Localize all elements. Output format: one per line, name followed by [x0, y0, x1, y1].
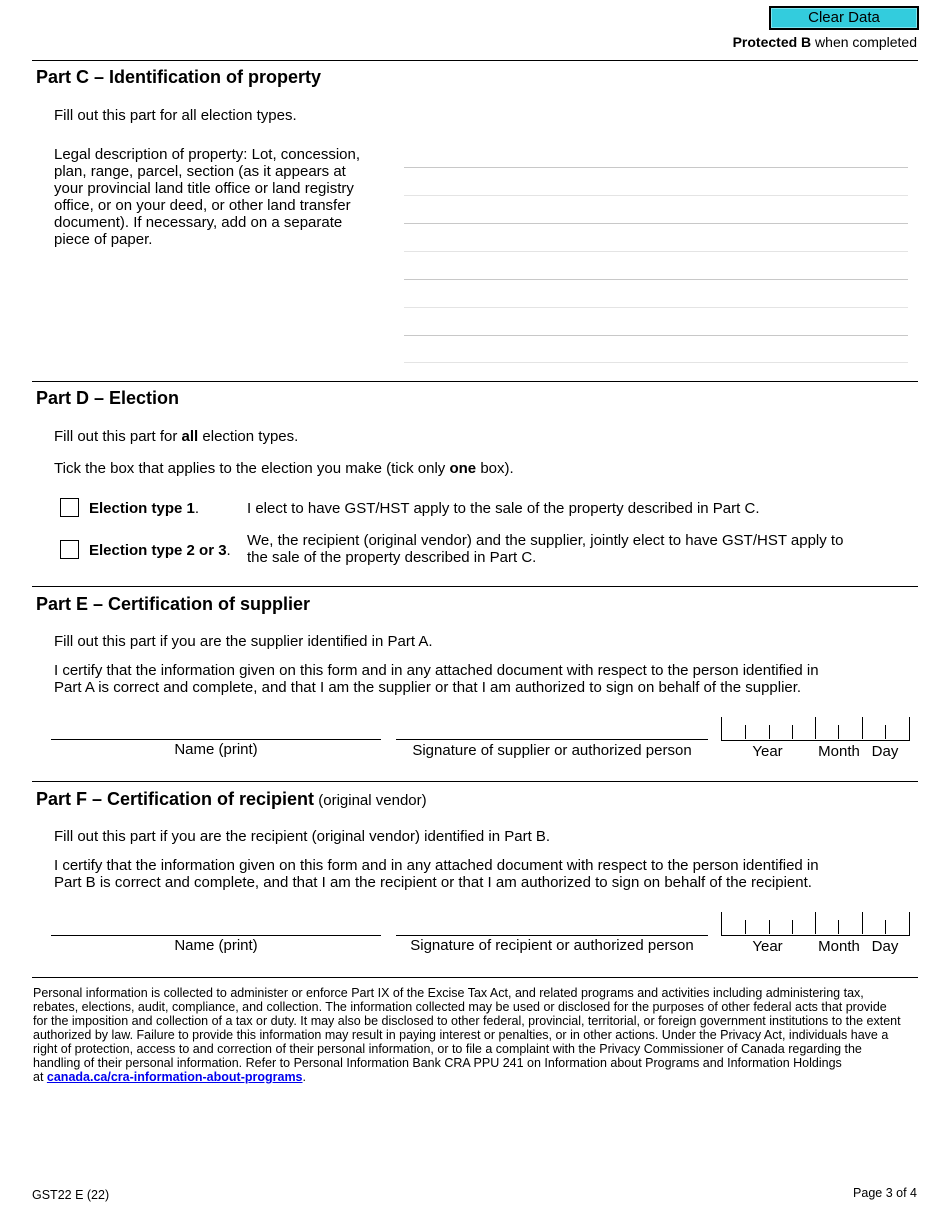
- tick-pre: Tick the box that applies to the election you make (tick only: [54, 460, 450, 477]
- privacy-notice: [33, 986, 918, 1084]
- date-tick: [745, 920, 746, 934]
- protected-b-label: Protected B: [732, 34, 812, 50]
- legal-line: Legal description of property: Lot, concession,: [54, 146, 361, 163]
- legal-description-field-line[interactable]: [404, 195, 908, 196]
- tick-post: box).: [476, 460, 514, 477]
- part-f-certify: [54, 857, 819, 891]
- divider: [32, 977, 918, 978]
- part-f-intro: Fill out this part if you are the recipient (original vendor) identified in Part B.: [54, 828, 551, 845]
- recipient-name-label: Name (print): [174, 937, 258, 954]
- privacy-line: rebates, elections, audit, compliance, and collection. The information collected may be used or disclosed for the purposes of other federal acts that provide: [33, 1000, 887, 1014]
- protected-b-notice: [733, 34, 917, 50]
- privacy-last-pre: at: [33, 1070, 47, 1084]
- certify-line: Part B is correct and complete, and that I am the recipient or that I am authorized to sign on behalf of the recipient.: [54, 874, 812, 891]
- legal-description-field-line[interactable]: [404, 167, 908, 168]
- clear-data-button[interactable]: Clear Data: [769, 6, 919, 30]
- part-d-intro-bold: all: [181, 428, 199, 445]
- date-tick: [745, 725, 746, 739]
- election-type-2-3-label: Election type 2 or 3.: [89, 542, 231, 559]
- date-tick: [792, 725, 793, 739]
- election-type-1-label-text: Election type 1: [89, 500, 195, 517]
- date-tick: [769, 725, 770, 739]
- privacy-last-post: .: [302, 1070, 306, 1084]
- date-tick: [885, 920, 886, 934]
- supplier-year-label: Year: [752, 743, 783, 760]
- supplier-name-field[interactable]: [51, 739, 381, 740]
- part-c-legal-description: [54, 146, 384, 248]
- legal-line: your provincial land title office or land registry: [54, 180, 354, 197]
- page-number: Page 3 of 4: [853, 1186, 917, 1200]
- date-tick: [838, 920, 839, 934]
- certify-line: I certify that the information given on this form and in any attached document with respect to the person identified in: [54, 662, 819, 679]
- supplier-date-field[interactable]: [721, 717, 910, 741]
- privacy-line: for the imposition and collection of a tax or duty. It may also be disclosed to other federal, provincial, territorial, or foreign government institutions to the extent: [33, 1014, 901, 1028]
- privacy-line: right of protection, access to and correction of their personal information, or to file a complaint with the Privacy Commissioner of Canada regarding the: [33, 1042, 862, 1056]
- election-type-2-3-label-text: Election type 2 or 3: [89, 542, 227, 559]
- tick-bold: one: [449, 460, 477, 477]
- legal-line: document). If necessary, add on a separate: [54, 214, 343, 231]
- part-d-intro-pre: Fill out this part for: [54, 428, 182, 445]
- part-d-intro-post: election types.: [198, 428, 299, 445]
- legal-description-field-line[interactable]: [404, 335, 908, 336]
- date-separator: [815, 717, 816, 739]
- part-d-title: Part D – Election: [36, 388, 180, 408]
- cra-information-link[interactable]: canada.ca/cra-information-about-programs: [46, 1070, 303, 1084]
- election-type-2-3-text-line: the sale of the property described in Part C.: [247, 549, 537, 566]
- legal-description-field-line[interactable]: [404, 362, 908, 363]
- certify-line: Part A is correct and complete, and that I am the supplier or that I am authorized to sign on behalf of the supplier.: [54, 679, 802, 696]
- divider: [32, 586, 918, 587]
- part-d-intro: [54, 428, 298, 445]
- date-tick: [792, 920, 793, 934]
- election-type-1-checkbox[interactable]: [60, 498, 79, 517]
- recipient-signature-label: Signature of recipient or authorized person: [410, 937, 694, 954]
- part-e-certify: [54, 662, 819, 696]
- privacy-line: Personal information is collected to administer or enforce Part IX of the Excise Tax Act, and related programs and activities including administering tax,: [33, 986, 864, 1000]
- part-c-intro: Fill out this part for all election types.: [54, 107, 297, 124]
- election-type-2-3-checkbox[interactable]: [60, 540, 79, 559]
- date-separator: [862, 717, 863, 739]
- legal-line: plan, range, parcel, section (as it appears at: [54, 163, 346, 180]
- legal-description-field-line[interactable]: [404, 307, 908, 308]
- supplier-day-label: Day: [871, 743, 899, 760]
- recipient-day-label: Day: [871, 938, 899, 955]
- recipient-year-label: Year: [752, 938, 783, 955]
- date-tick: [885, 725, 886, 739]
- supplier-signature-field[interactable]: [396, 739, 708, 740]
- privacy-line: handling of their personal information. Refer to Personal Information Bank CRA PPU 241 on Information about Programs and Information Holdings: [33, 1056, 842, 1070]
- date-separator: [815, 912, 816, 934]
- legal-description-field-line[interactable]: [404, 223, 908, 224]
- part-f-title: [36, 789, 427, 810]
- date-tick: [769, 920, 770, 934]
- recipient-month-label: Month: [818, 938, 860, 955]
- recipient-signature-field[interactable]: [396, 935, 708, 936]
- election-type-1-text: I elect to have GST/HST apply to the sale of the property described in Part C.: [247, 500, 760, 517]
- election-type-2-3-text-line: We, the recipient (original vendor) and the supplier, jointly elect to have GST/HST apply to: [247, 532, 844, 549]
- part-c-title: Part C – Identification of property: [36, 67, 322, 87]
- date-tick: [838, 725, 839, 739]
- legal-line: office, or on your deed, or other land transfer: [54, 197, 351, 214]
- part-f-title-text: Part F – Certification of recipient: [36, 789, 315, 809]
- part-e-title: Part E – Certification of supplier: [36, 594, 311, 614]
- divider: [32, 781, 918, 782]
- election-type-1-label: Election type 1.: [89, 500, 200, 517]
- supplier-signature-label: Signature of supplier or authorized person: [412, 742, 692, 759]
- supplier-name-label: Name (print): [174, 741, 258, 758]
- part-d-tick-instruction: [54, 460, 514, 477]
- form-identifier: GST22 E (22): [32, 1188, 110, 1202]
- date-separator: [862, 912, 863, 934]
- recipient-date-field[interactable]: [721, 912, 910, 936]
- legal-line: piece of paper.: [54, 231, 153, 248]
- divider: [32, 60, 918, 61]
- divider: [32, 381, 918, 382]
- part-e-intro: Fill out this part if you are the supplier identified in Part A.: [54, 633, 433, 650]
- supplier-month-label: Month: [818, 743, 860, 760]
- protected-b-suffix: when completed: [811, 34, 917, 50]
- privacy-line: authorized by law. Failure to provide this information may result in paying interest or penalties, or in other actions. Under the Privacy Act, individuals have a: [33, 1028, 889, 1042]
- certify-line: I certify that the information given on this form and in any attached document with respect to the person identified in: [54, 857, 819, 874]
- legal-description-field-line[interactable]: [404, 279, 908, 280]
- recipient-name-field[interactable]: [51, 935, 381, 936]
- part-f-title-suffix: (original vendor): [314, 792, 427, 809]
- privacy-line: [33, 1070, 918, 1084]
- election-type-2-3-text: [247, 532, 843, 566]
- legal-description-field-line[interactable]: [404, 251, 908, 252]
